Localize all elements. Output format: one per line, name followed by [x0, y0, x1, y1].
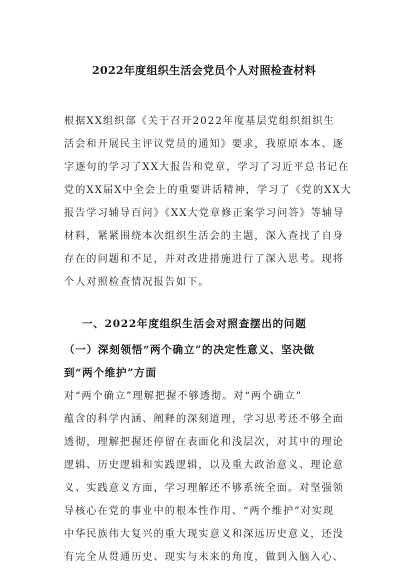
text-line: 个人对照检查情况报告如下。: [64, 277, 210, 288]
text-line: 中华民族伟大复兴的重大现实意义和深远历史意义，还没: [64, 529, 344, 540]
section-heading: 一、2022年度组织生活会对照查摆出的问题: [82, 318, 307, 330]
text-line: 逻辑、历史逻辑和实践逻辑，以及重大政治意义、理论意: [64, 460, 344, 471]
heading-line: （一）深刻领悟“两个确立”的决定性意义、坚决做: [64, 344, 315, 356]
text-line: 报告学习辅导百问》《XX大党章修正案学习问答》等辅导: [64, 208, 345, 219]
text-line: 活会和开展民主评议党员的通知》要求，我原原本本、逐: [64, 139, 344, 150]
body-paragraph: [64, 385, 350, 569]
text-line: 蕴含的科学内涵、阐释的深刻道理，学习思考还不够全面: [64, 414, 344, 425]
text-line: 存在的问题和不足，并对改进措施进行了深入思考。现将: [64, 254, 344, 265]
text-line: 导核心在党的事业中的根本性作用、“两个维护”对实现: [64, 506, 335, 517]
text-line: 字逐句的学习了XX大报告和党章，学习了习近平总书记在: [64, 162, 350, 173]
subsection-heading: [64, 339, 350, 385]
document-title: 2022年度组织生活会党员个人对照检查材料: [92, 64, 316, 77]
heading-line: 到“两个维护”方面: [64, 367, 157, 379]
text-line: 义、实践意义方面，学习理解还不够系统全面。对坚强领: [64, 483, 344, 494]
text-line: 材料，紧紧围绕本次组织生活会的主题，深入查找了自身: [64, 231, 344, 242]
text-line: 有完全从贯通历史、现实与未来的角度，做到入脑入心、: [64, 552, 344, 563]
text-line: 透彻，理解把握还停留在表面化和浅层次，对其中的理论: [64, 437, 344, 448]
text-line: 党的XX届X中全会上的重要讲话精神，学习了《党的XX大: [64, 185, 352, 196]
text-line: 根据XX组织部《关于召开2022年度基层党组织组织生: [64, 116, 335, 127]
text-line: 对“两个确立”理解把握不够透彻。对“两个确立”: [64, 391, 303, 402]
intro-paragraph: [64, 110, 350, 294]
